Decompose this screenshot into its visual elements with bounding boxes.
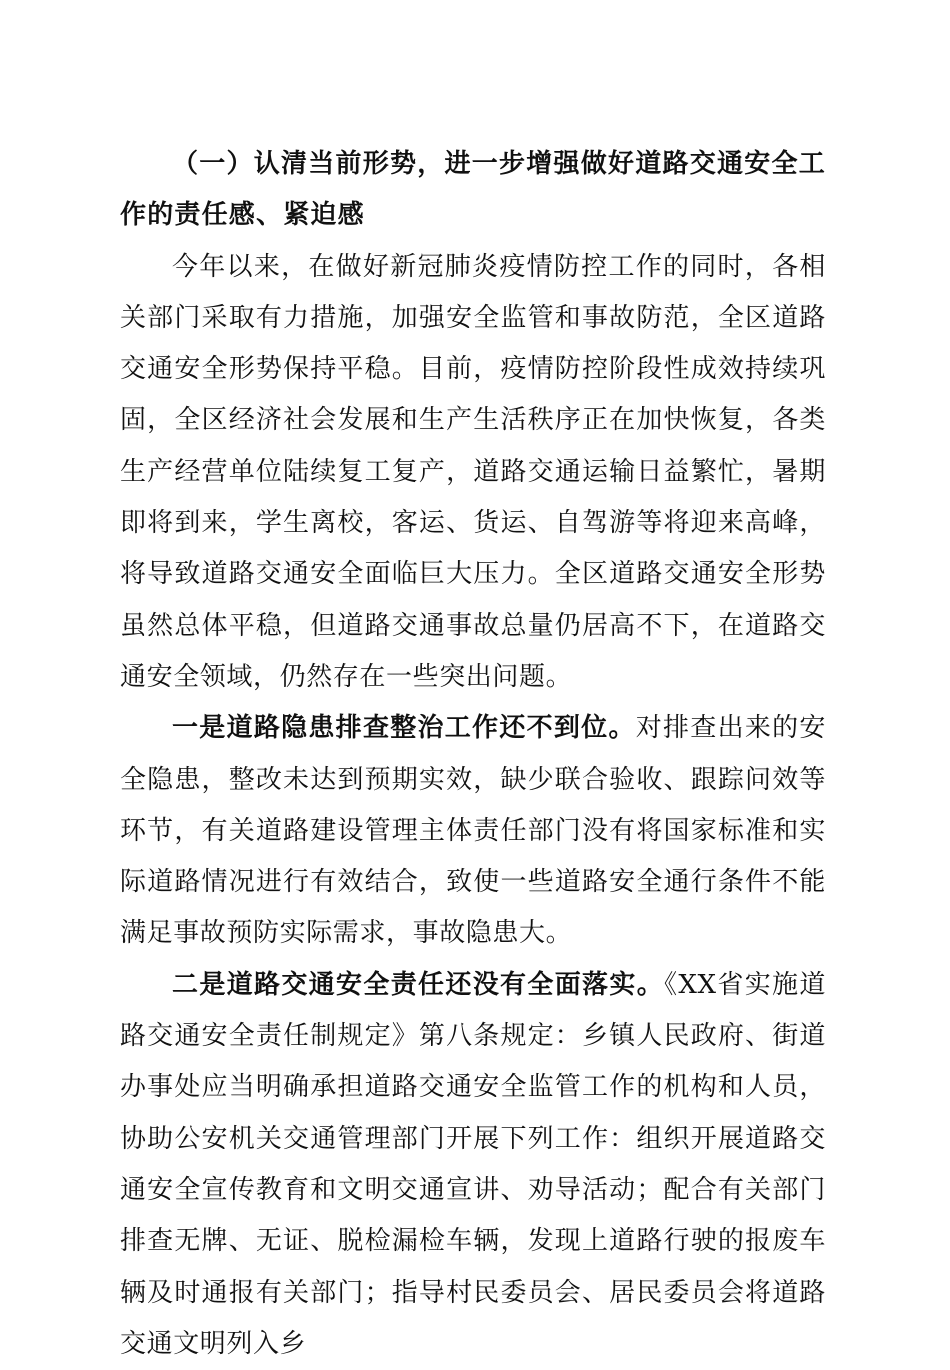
paragraph-road-hazards	[120, 703, 826, 959]
section-heading: （一）认清当前形势，进一步增强做好道路交通安全工作的责任感、紧迫感	[120, 149, 826, 231]
paragraph-text: 《XX省实施道路交通安全责任制规定》第八条规定：乡镇人民政府、街道办事处应当明确承担道路交通安全监管工作的机构和人员，协助公安机关交通管理部门开展下列工作：组织开展道路交通安全宣传教育和文明交通宣讲、劝导活动；配合有关部门排查无牌、无证、脱检漏检车辆，发现上道路行驶的报废车辆及时通报有关部门；指导村民委员会、居民委员会将道路交通文明列入乡	[120, 969, 826, 1359]
paragraph-text: 今年以来，在做好新冠肺炎疫情防控工作的同时，各相关部门采取有力措施，加强安全监管和事故防范，全区道路交通安全形势保持平稳。目前，疫情防控阶段性成效持续巩固，全区经济社会发展和生产生活秩序正在加快恢复，各类生产经营单位陆续复工复产，道路交通运输日益繁忙，暑期即将到来，学生离校，客运、货运、自驾游等将迎来高峰，将导致道路交通安全面临巨大压力。全区道路交通安全形势虽然总体平稳，但道路交通事故总量仍居高不下，在道路交通安全领域，仍然存在一些突出问题。	[120, 251, 826, 692]
paragraph-text: 对排查出来的安全隐患，整改未达到预期实效，缺少联合验收、跟踪问效等环节，有关道路建设管理主体责任部门没有将国家标准和实际道路情况进行有效结合，致使一些道路安全通行条件不能满足事故预防实际需求，事故隐患大。	[120, 713, 827, 949]
document-body	[120, 139, 826, 1370]
paragraph-lead: 一是道路隐患排查整治工作还不到位。	[172, 713, 636, 744]
paragraph-lead: 二是道路交通安全责任还没有全面落实。	[172, 969, 665, 1000]
paragraph-responsibility	[120, 960, 826, 1370]
paragraph-situation	[120, 242, 826, 704]
